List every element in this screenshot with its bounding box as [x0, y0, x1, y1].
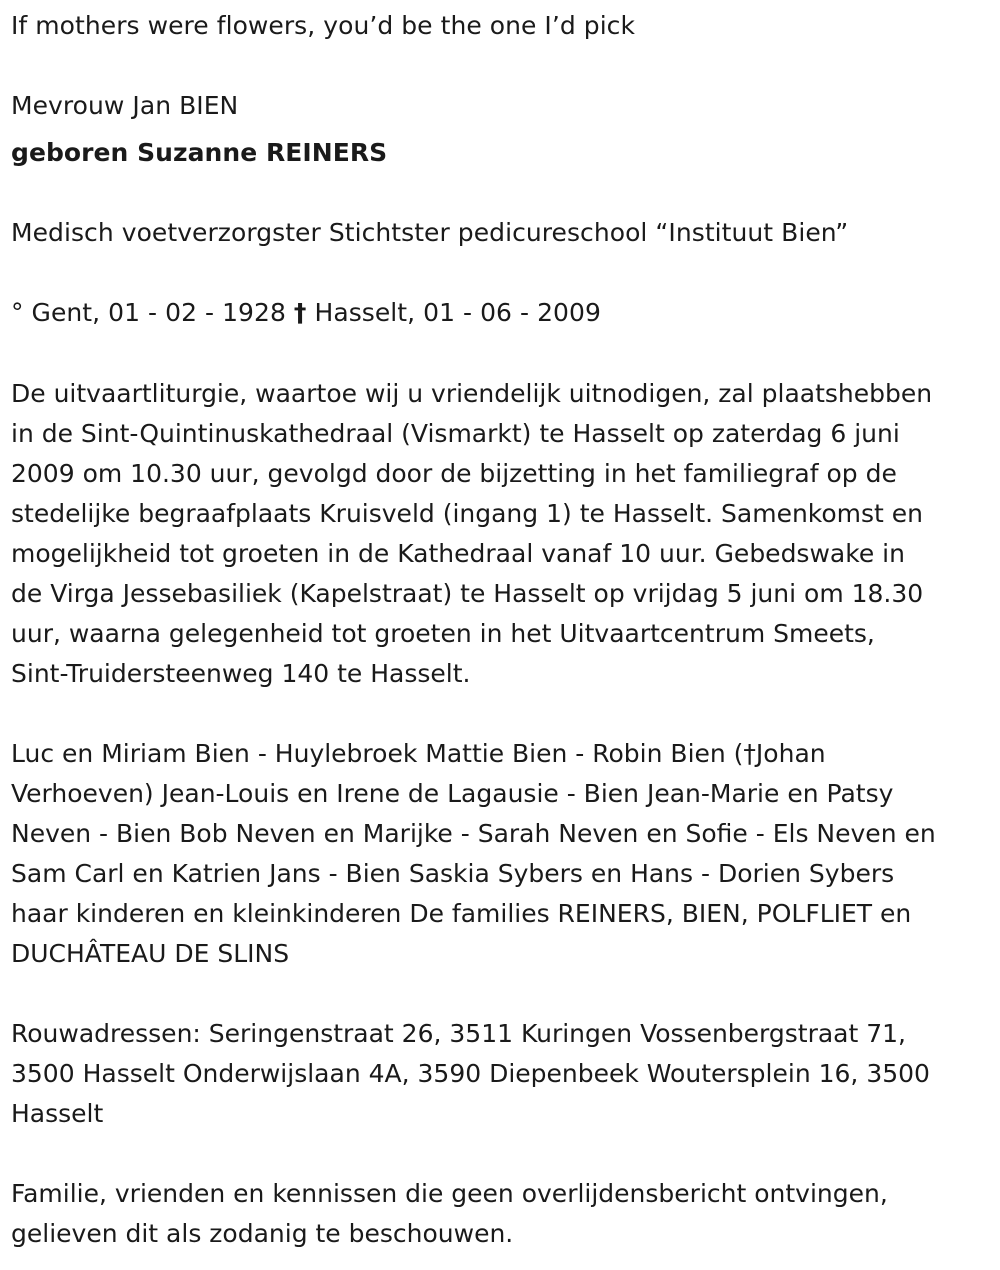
address-line: Rouwadressen: Seringenstraat 26, 3511 Kuringen Vossenbergstraat 71,: [11, 1019, 907, 1048]
address-line: 3500 Hasselt Onderwijslaan 4A, 3590 Diepenbeek Woutersplein 16, 3500: [11, 1059, 930, 1088]
family-line: DUCHÂTEAU DE SLINS: [11, 939, 290, 968]
liturgy-line: Sint-Truidersteenweg 140 te Hasselt.: [11, 659, 471, 688]
name-line: Mevrouw Jan BIEN: [11, 91, 239, 120]
family-paragraph: [11, 734, 993, 974]
liturgy-line: stedelijke begraafplaats Kruisveld (ingang 1) te Hasselt. Samenkomst en: [11, 499, 924, 528]
liturgy-line: in de Sint-Quintinuskathedraal (Vismarkt) te Hasselt op zaterdag 6 juni: [11, 419, 900, 448]
family-line: Luc en Miriam Bien - Huylebroek Mattie Bien - Robin Bien (†Johan: [11, 739, 826, 768]
liturgy-paragraph: [11, 374, 993, 694]
family-line: Sam Carl en Katrien Jans - Bien Saskia Sybers en Hans - Dorien Sybers: [11, 859, 895, 888]
liturgy-line: De uitvaartliturgie, waartoe wij u vriendelijk uitnodigen, zal plaatshebben: [11, 379, 933, 408]
dates-line: [11, 293, 601, 333]
born-line: geboren Suzanne REINERS: [11, 138, 388, 167]
death-date: Hasselt, 01 - 06 - 2009: [314, 298, 601, 327]
dedication-text: If mothers were flowers, you’d be the one I’d pick: [11, 11, 636, 40]
profession-line: Medisch voetverzorgster Stichtster pedicureschool “Instituut Bien”: [11, 218, 849, 247]
closing-paragraph: [11, 1174, 993, 1254]
liturgy-line: mogelijkheid tot groeten in de Kathedraal vanaf 10 uur. Gebedswake in: [11, 539, 905, 568]
cross-icon: †: [293, 298, 307, 327]
closing-line: Familie, vrienden en kennissen die geen overlijdensbericht ontvingen,: [11, 1179, 888, 1208]
family-line: Verhoeven) Jean-Louis en Irene de Lagausie - Bien Jean-Marie en Patsy: [11, 779, 894, 808]
address-paragraph: [11, 1014, 993, 1134]
address-line: Hasselt: [11, 1099, 104, 1128]
liturgy-line: de Virga Jessebasiliek (Kapelstraat) te Hasselt op vrijdag 5 juni om 18.30: [11, 579, 924, 608]
liturgy-line: uur, waarna gelegenheid tot groeten in het Uitvaartcentrum Smeets,: [11, 619, 875, 648]
closing-line: gelieven dit als zodanig te beschouwen.: [11, 1219, 514, 1248]
family-line: Neven - Bien Bob Neven en Marijke - Sarah Neven en Sofie - Els Neven en: [11, 819, 936, 848]
family-line: haar kinderen en kleinkinderen De families REINERS, BIEN, POLFLIET en: [11, 899, 912, 928]
liturgy-line: 2009 om 10.30 uur, gevolgd door de bijzetting in het familiegraf op de: [11, 459, 897, 488]
birth-date: ° Gent, 01 - 02 - 1928: [11, 298, 286, 327]
